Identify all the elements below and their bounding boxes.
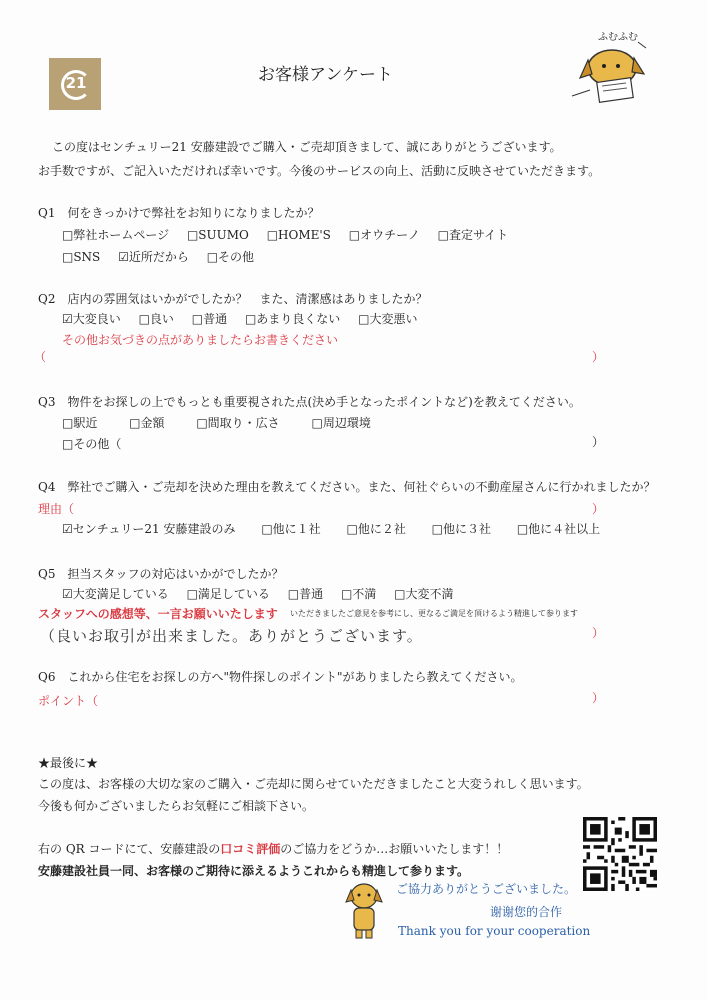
q5-close-paren: ） <box>592 626 605 640</box>
q5-note: いただきましたご意見を参考にし、更なるご満足を頂けるよう精進して参ります <box>290 609 578 618</box>
q5-options <box>62 585 467 602</box>
q1-option-homepage[interactable]: □弊社ホームページ <box>62 228 170 242</box>
q2-option-very-good[interactable]: ☑大変良い <box>62 312 121 326</box>
dog-mascot-icon <box>344 878 384 940</box>
qr-request-highlight: 口コミ評価 <box>220 842 281 856</box>
q4-option-one-more[interactable]: □他に１社 <box>261 522 321 536</box>
q5-option-dissatisfied[interactable]: □不満 <box>340 587 377 601</box>
q1-option-nearby[interactable]: ☑近所だから <box>118 250 189 264</box>
q3-option-surroundings[interactable]: □周辺環境 <box>311 416 371 430</box>
q3-options <box>62 414 385 431</box>
q4-reason-label: 理由（ <box>38 502 75 516</box>
q1-option-sns[interactable]: □SNS <box>62 250 101 264</box>
q1-option-other[interactable]: □その他 <box>206 250 255 264</box>
q4-option-only-us[interactable]: ☑センチュリー21 安藤建設のみ <box>62 522 236 536</box>
mascot-caption: ふむふむ <box>598 32 638 43</box>
intro-line-2: お手数ですが、ご記入いただければ幸いです。今後のサービスの向上、活動に反映させていただきます。 <box>38 164 601 178</box>
q5-option-satisfied[interactable]: □満足している <box>186 587 270 601</box>
q2-option-normal[interactable]: □普通 <box>191 312 228 326</box>
q2-option-good[interactable]: □良い <box>138 312 174 326</box>
q5-option-normal[interactable]: □普通 <box>287 587 324 601</box>
q4-option-four-plus[interactable]: □他に４社以上 <box>516 522 601 536</box>
q1-option-satei-site[interactable]: □査定サイト <box>437 228 509 242</box>
q5-handwritten-answer: （良いお取引が出来ました。ありがとうございます。 <box>40 627 423 645</box>
q3-option-other[interactable]: □その他（ <box>62 437 122 451</box>
q2-option-very-bad[interactable]: □大変悪い <box>358 312 418 326</box>
qr-request-post: のご協力をどうか…お願いいたします！！ <box>280 842 509 856</box>
q1-question: Q1 何をきっかけで弊社をお知りになりましたか？ <box>38 206 320 220</box>
q2-option-not-good[interactable]: □あまり良くない <box>244 312 341 326</box>
q3-option-station[interactable]: □駅近 <box>62 416 98 430</box>
closing-heading: ★最後に★ <box>38 756 99 770</box>
q3-close-paren: ） <box>592 435 605 449</box>
q4-question: Q4 弊社でご購入・ご売却を決めた理由を教えてください。また、何社ぐらいの不動産屋さんに行かれましたか？ <box>38 480 656 494</box>
q2-question: Q2 店内の雰囲気はいかがでしたか？ また、清潔感はありましたか？ <box>38 292 428 306</box>
thanks-english: Thank you for your cooperation <box>398 924 591 938</box>
q2-open-paren: （ <box>34 350 47 364</box>
q6-point-label: ポイント（ <box>38 694 99 708</box>
q4-options <box>62 520 614 537</box>
page-title: お客様アンケート <box>258 65 393 85</box>
q5-option-very-dissatisfied[interactable]: □大変不満 <box>394 587 454 601</box>
q5-option-very-satisfied[interactable]: ☑大変満足している <box>62 587 169 601</box>
q2-prompt: その他お気づきの点がありましたらお書きください <box>62 333 339 347</box>
q4-option-three-more[interactable]: □他に３社 <box>431 522 491 536</box>
logo-number: 21 <box>65 74 87 92</box>
closing-line-2: 今後も何かございましたらお気軽にご相談下さい。 <box>38 799 315 813</box>
thanks-japanese: ご協力ありがとうございました。 <box>396 882 577 896</box>
q4-close-paren: ） <box>592 502 605 516</box>
century21-logo <box>49 58 101 110</box>
q2-close-paren: ） <box>592 350 605 364</box>
q1-option-homes[interactable]: □HOME'S <box>266 228 331 242</box>
qr-request-text <box>38 840 508 857</box>
q6-close-paren: ） <box>592 691 605 705</box>
q1-option-ouchino[interactable]: □オウチーノ <box>348 228 420 242</box>
q6-question: Q6 これから住宅をお探しの方へ"物件探しのポイント"がありましたら教えてください。 <box>38 670 523 684</box>
q1-option-suumo[interactable]: □SUUMO <box>186 228 249 242</box>
closing-line-1: この度は、お客様の大切な家のご購入・ご売却に関らせていただきましたこと大変うれしく思います。 <box>38 777 589 791</box>
q3-option-layout[interactable]: □間取り・広さ <box>196 416 280 430</box>
q1-options-row1 <box>62 226 522 243</box>
q5-prompt: スタッフへの感想等、一言お願いいたします <box>38 607 278 621</box>
intro-line-1: この度はセンチュリー21 安藤建設でご購入・ご売却頂きまして、誠にありがとうございます。 <box>52 140 562 154</box>
thanks-chinese: 谢谢您的合作 <box>490 905 563 919</box>
q1-options-row2 <box>62 248 268 265</box>
qr-code[interactable] <box>583 817 657 891</box>
q5-question: Q5 担当スタッフの対応はいかがでしたか？ <box>38 567 284 581</box>
mascot-top <box>568 28 660 108</box>
qr-request-pre: 右の QR コードにて、安藤建設の <box>38 842 221 856</box>
q3-option-price[interactable]: □金額 <box>129 416 165 430</box>
q2-options <box>62 310 431 327</box>
staff-message: 安藤建設社員一同、お客様のご期待に添えるようこれからも精進して参ります。 <box>38 864 470 878</box>
q3-question: Q3 物件をお探しの上でもっとも重要視された点(決め手となったポイントなど)を教えてください。 <box>38 395 581 409</box>
dog-reading-icon <box>568 28 660 108</box>
q4-option-two-more[interactable]: □他に２社 <box>346 522 406 536</box>
